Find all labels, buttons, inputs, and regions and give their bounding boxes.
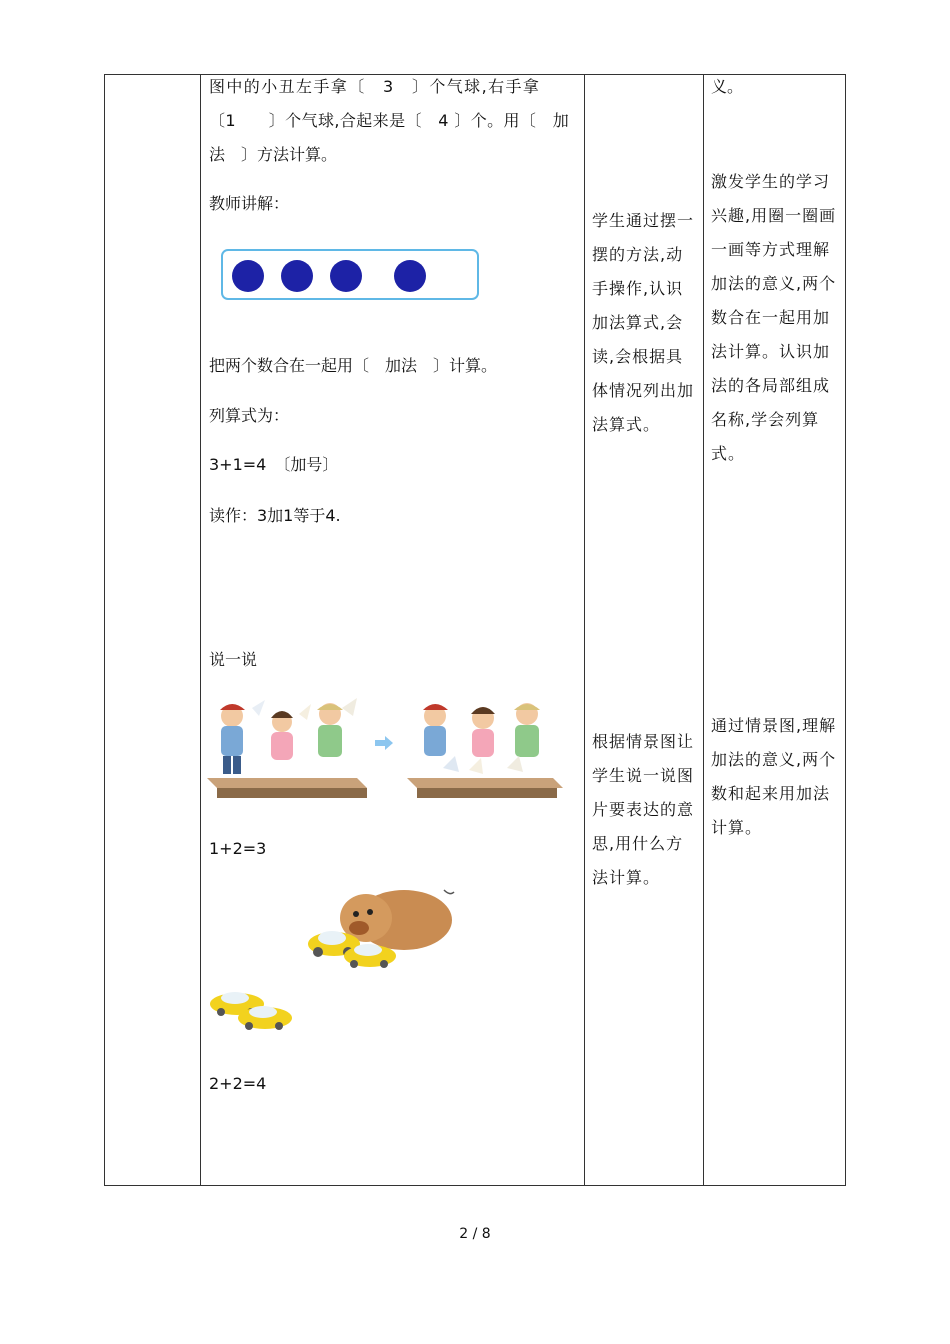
column-divider	[584, 75, 585, 1185]
question-line-3: 法 〕方法计算。	[209, 145, 338, 164]
student-activity-1: 学生通过摆一摆的方法,动手操作,认识加法算式,会读,会根据具体情况列出加法算式。	[592, 211, 695, 434]
ball-icon	[394, 260, 426, 292]
dog-with-cars-image	[304, 880, 464, 968]
addition-sentence: 把两个数合在一起用〔 加法 〕计算。	[209, 356, 498, 375]
design-intent-1: 激发学生的学习兴趣,用圈一圈画一画等方式理解加法的意义,两个数合在一起用加法计算。认识加法的各局部组成名称,学会列算式。	[711, 172, 837, 463]
ball-icon	[281, 260, 313, 292]
say-label: 说一说	[209, 650, 258, 669]
student-activity-2: 根据情景图让学生说一说图片要表达的意思,用什么方法计算。	[592, 732, 695, 887]
ball-icon	[330, 260, 362, 292]
intent-top: 义。	[711, 77, 744, 96]
table-top	[207, 778, 367, 788]
balls-frame	[221, 249, 479, 300]
read-as-text: 读作：3加1等于4.	[209, 506, 341, 525]
formula-label: 列算式为：	[209, 406, 290, 425]
column-divider	[200, 75, 201, 1185]
page-number: 2 / 8	[459, 1226, 491, 1242]
equation-1: 1+2=3	[209, 839, 267, 858]
question-line-1: 图中的小丑左手拿〔 3 〕个气球,右手拿	[209, 77, 541, 96]
arrow-right-icon	[375, 736, 393, 750]
formula-text: 3+1=4 〔加号〕	[209, 455, 339, 474]
equation-2: 2+2=4	[209, 1074, 267, 1093]
column-divider	[703, 75, 704, 1185]
ball-icon	[232, 260, 264, 292]
two-cars-image	[209, 986, 295, 1034]
design-intent-2: 通过情景图,理解加法的意义,两个数和起来用加法计算。	[711, 716, 837, 837]
paper-crane-scene-image	[207, 696, 563, 802]
teacher-label: 教师讲解：	[209, 194, 290, 213]
question-line-2: 〔1 〕个气球,合起来是〔 4 〕个。用〔 加	[209, 111, 570, 130]
